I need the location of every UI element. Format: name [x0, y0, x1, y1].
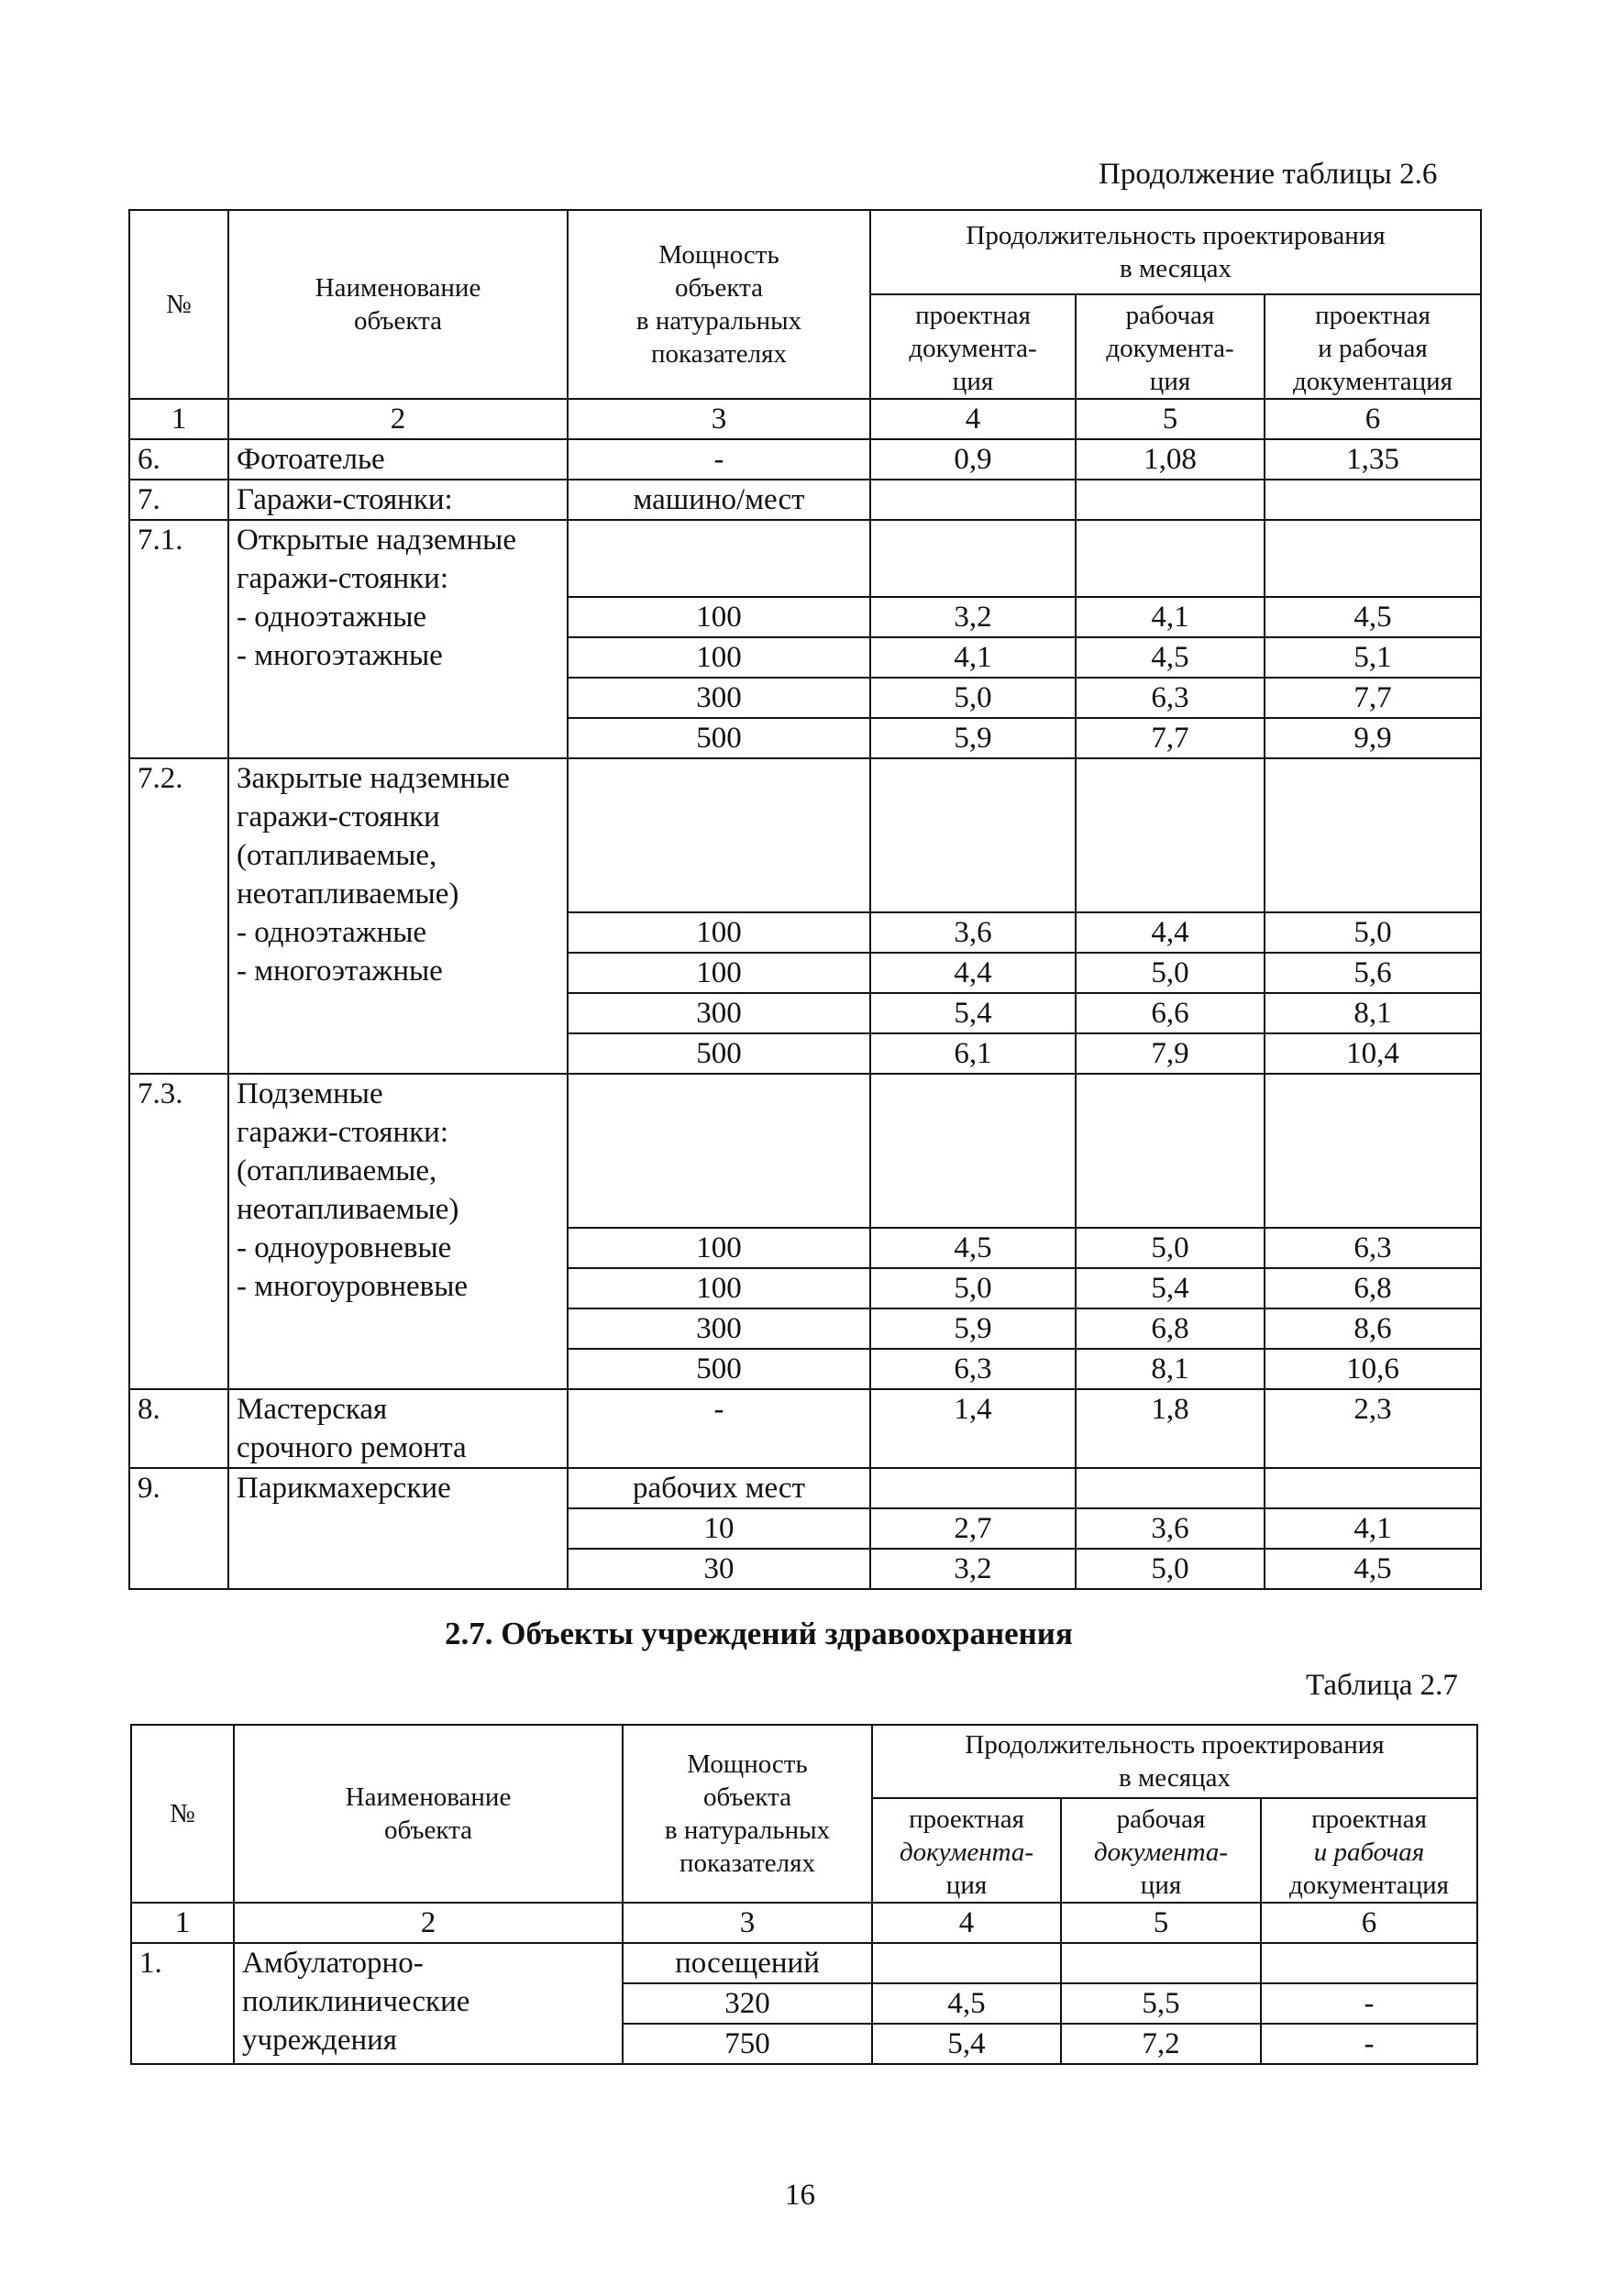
table-row: [129, 480, 1481, 520]
row-working: 5,0: [1076, 1549, 1265, 1589]
col-number: 3: [623, 1903, 872, 1943]
row-both: 1,35: [1265, 439, 1481, 480]
col-number: 2: [234, 1903, 623, 1943]
row-working: 8,1: [1076, 1349, 1265, 1389]
header-working-doc: рабочая документа- ция: [1061, 1798, 1261, 1903]
row-working: 7,9: [1076, 1033, 1265, 1074]
col-number: 1: [131, 1903, 234, 1943]
table-row: [129, 1389, 1481, 1468]
header-duration: Продолжительность проектирования в месяцах: [870, 210, 1481, 294]
table-row: [129, 1468, 1481, 1508]
row-num: 7.: [129, 480, 228, 520]
col-number: 5: [1061, 1903, 1261, 1943]
row-working: 6,3: [1076, 678, 1265, 718]
row-capacity: -: [568, 439, 870, 480]
row-name: Мастерская срочного ремонта: [228, 1389, 568, 1468]
row-capacity: 100: [568, 597, 870, 637]
row-working: 6,6: [1076, 993, 1265, 1033]
table-row: [129, 1074, 1481, 1228]
row-both: 2,3: [1265, 1389, 1481, 1468]
table-row: [129, 758, 1481, 912]
row-both: 8,6: [1265, 1308, 1481, 1349]
row-capacity: 320: [623, 1983, 872, 2024]
col-number: 6: [1261, 1903, 1477, 1943]
row-both: 10,6: [1265, 1349, 1481, 1389]
row-both: 6,3: [1265, 1228, 1481, 1268]
row-design: 5,0: [870, 678, 1076, 718]
row-design: 2,7: [870, 1508, 1076, 1549]
row-both: 5,6: [1265, 953, 1481, 993]
row-num: 7.3.: [129, 1074, 228, 1389]
row-design: 3,2: [870, 1549, 1076, 1589]
header-capacity: Мощность объекта в натуральных показателях: [623, 1725, 872, 1903]
header-design-doc: проектная документа- ция: [872, 1798, 1061, 1903]
header-num: №: [129, 210, 228, 399]
row-capacity: машино/мест: [568, 480, 870, 520]
row-design: 6,1: [870, 1033, 1076, 1074]
row-both: -: [1261, 1983, 1477, 2024]
row-working: 5,4: [1076, 1268, 1265, 1308]
row-capacity: посещений: [623, 1943, 872, 1983]
row-design: 4,1: [870, 637, 1076, 678]
row-capacity: 100: [568, 637, 870, 678]
column-number-row: [129, 399, 1481, 439]
row-capacity: 300: [568, 678, 870, 718]
row-design: 6,3: [870, 1349, 1076, 1389]
row-design: 4,4: [870, 953, 1076, 993]
col-number: 4: [870, 399, 1076, 439]
row-both: 6,8: [1265, 1268, 1481, 1308]
table-2-6: [128, 209, 1482, 1590]
header-design-doc: проектная документа- ция: [870, 294, 1076, 399]
row-name: Фотоателье: [228, 439, 568, 480]
header-capacity: Мощность объекта в натуральных показателях: [568, 210, 870, 399]
row-working: 1,08: [1076, 439, 1265, 480]
row-design: 5,4: [872, 2024, 1061, 2064]
row-name: Подземные гаражи-стоянки: (отапливаемые, неотапливаемые) - одноуровневые - многоуровневые: [228, 1074, 568, 1389]
header-row: [131, 1725, 1477, 1798]
table-row: [129, 439, 1481, 480]
row-num: 6.: [129, 439, 228, 480]
row-working: 7,2: [1061, 2024, 1261, 2064]
row-capacity: 30: [568, 1549, 870, 1589]
row-num: 7.2.: [129, 758, 228, 1074]
page-number: 16: [785, 2179, 815, 2212]
header-row: [129, 210, 1481, 294]
row-design: 3,6: [870, 912, 1076, 953]
row-capacity: 500: [568, 1349, 870, 1389]
col-number: 5: [1076, 399, 1265, 439]
row-both: -: [1261, 2024, 1477, 2064]
row-working: 4,5: [1076, 637, 1265, 678]
row-name: Закрытые надземные гаражи-стоянки (отапливаемые, неотапливаемые) - одноэтажные - многоэтажные: [228, 758, 568, 1074]
header-duration: Продолжительность проектирования в месяцах: [872, 1725, 1477, 1798]
row-both: 9,9: [1265, 718, 1481, 758]
column-number-row: [131, 1903, 1477, 1943]
row-name: Гаражи-стоянки:: [228, 480, 568, 520]
row-num: 8.: [129, 1389, 228, 1468]
header-name: Наименование объекта: [228, 210, 568, 399]
row-capacity: 500: [568, 1033, 870, 1074]
row-both: 4,5: [1265, 1549, 1481, 1589]
header-both-doc: проектная и рабочая документация: [1261, 1798, 1477, 1903]
row-name: Парикмахерские: [228, 1468, 568, 1589]
row-num: 7.1.: [129, 520, 228, 758]
row-capacity: 750: [623, 2024, 872, 2064]
row-design: 4,5: [870, 1228, 1076, 1268]
row-design: 5,4: [870, 993, 1076, 1033]
row-both: 5,0: [1265, 912, 1481, 953]
table-row: [131, 1943, 1477, 1983]
section-title: 2.7. Объекты учреждений здравоохранения: [445, 1616, 1073, 1651]
row-capacity: 100: [568, 1228, 870, 1268]
row-capacity: 100: [568, 953, 870, 993]
row-working: 4,4: [1076, 912, 1265, 953]
row-design: 5,9: [870, 718, 1076, 758]
row-capacity: 100: [568, 1268, 870, 1308]
row-working: 6,8: [1076, 1308, 1265, 1349]
row-working: 4,1: [1076, 597, 1265, 637]
row-design: 1,4: [870, 1389, 1076, 1468]
row-name: Амбулаторно- поликлинические учреждения: [234, 1943, 623, 2064]
row-both: 10,4: [1265, 1033, 1481, 1074]
row-design: 4,5: [872, 1983, 1061, 2024]
col-number: 6: [1265, 399, 1481, 439]
header-working-doc: рабочая документа- ция: [1076, 294, 1265, 399]
row-both: 8,1: [1265, 993, 1481, 1033]
row-working: 7,7: [1076, 718, 1265, 758]
row-design: 5,0: [870, 1268, 1076, 1308]
row-capacity: 10: [568, 1508, 870, 1549]
table-2-7-caption: Таблица 2.7: [1306, 1669, 1458, 1702]
row-both: 7,7: [1265, 678, 1481, 718]
row-capacity: 100: [568, 912, 870, 953]
row-num: 1.: [131, 1943, 234, 2064]
row-capacity: 300: [568, 993, 870, 1033]
col-number: 4: [872, 1903, 1061, 1943]
row-capacity: 300: [568, 1308, 870, 1349]
row-working: 3,6: [1076, 1508, 1265, 1549]
row-working: 5,0: [1076, 953, 1265, 993]
col-number: 3: [568, 399, 870, 439]
col-number: 1: [129, 399, 228, 439]
row-capacity: -: [568, 1389, 870, 1468]
row-num: 9.: [129, 1468, 228, 1589]
table-2-7: [130, 1724, 1478, 2065]
row-both: 4,1: [1265, 1508, 1481, 1549]
row-working: 5,0: [1076, 1228, 1265, 1268]
continuation-caption: Продолжение таблицы 2.6: [1099, 158, 1438, 191]
row-capacity: рабочих мест: [568, 1468, 870, 1508]
table-row: [129, 520, 1481, 597]
header-num: №: [131, 1725, 234, 1903]
row-design: 0,9: [870, 439, 1076, 480]
row-working: 1,8: [1076, 1389, 1265, 1468]
header-both-doc: проектная и рабочая документация: [1265, 294, 1481, 399]
row-name: Открытые надземные гаражи-стоянки: - одноэтажные - многоэтажные: [228, 520, 568, 758]
header-name: Наименование объекта: [234, 1725, 623, 1903]
row-design: 5,9: [870, 1308, 1076, 1349]
row-both: 5,1: [1265, 637, 1481, 678]
row-working: 5,5: [1061, 1983, 1261, 2024]
col-number: 2: [228, 399, 568, 439]
row-both: 4,5: [1265, 597, 1481, 637]
row-capacity: 500: [568, 718, 870, 758]
row-design: 3,2: [870, 597, 1076, 637]
